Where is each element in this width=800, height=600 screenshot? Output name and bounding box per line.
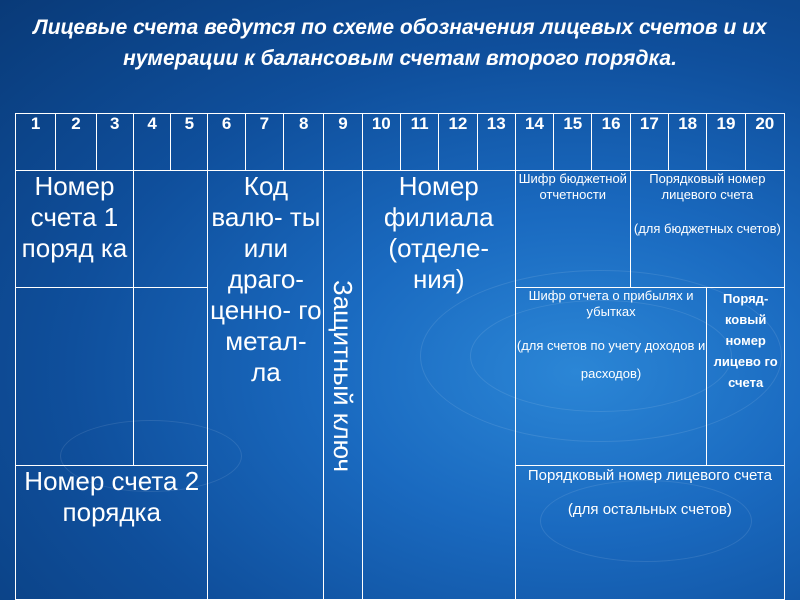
slide-title: Лицевые счета ведутся по схеме обозначения лицевых счетов и их нумерации к балансовым счетам второго порядка. (33, 16, 767, 70)
pnl-report-code-label: Шифр отчета о прибылях и убытках (528, 288, 694, 319)
protective-key-label: Защитный ключ (328, 279, 358, 473)
column-number: 6 (208, 114, 245, 171)
pnl-report-code-cell (515, 288, 706, 466)
account-1st-order-cell: Номер счета 1 поряд ка (16, 171, 134, 288)
column-number: 19 (707, 114, 745, 171)
column-number: 11 (400, 114, 438, 171)
column-number: 3 (96, 114, 133, 171)
column-number: 15 (554, 114, 592, 171)
account-2nd-order-cell: Номер счета 2 порядка (16, 466, 208, 600)
column-number: 16 (592, 114, 630, 171)
column-number: 18 (669, 114, 707, 171)
budget-report-code-cell: Шифр бюджетной отчетности (515, 171, 630, 288)
empty-cell (133, 288, 208, 466)
other-account-seq-cell (515, 466, 784, 600)
currency-code-cell: Код валю- ты или драго- ценно- го метал- ла (208, 171, 324, 600)
other-account-seq-note: (для остальных счетов) (567, 501, 732, 518)
column-number: 20 (745, 114, 784, 171)
pnl-report-code-note: (для счетов по учету доходов и расходов) (516, 338, 706, 381)
other-account-seq-label: Порядковый номер лицевого счета (527, 467, 772, 484)
column-number: 7 (245, 114, 283, 171)
column-number: 14 (515, 114, 553, 171)
seq-personal-account-cell: Поряд- ковый номер лицево го счета (707, 288, 785, 466)
column-number: 10 (362, 114, 400, 171)
column-number: 8 (284, 114, 324, 171)
column-number: 4 (133, 114, 170, 171)
column-number: 17 (630, 114, 668, 171)
column-number-row (16, 114, 785, 171)
budget-account-seq-cell (630, 171, 784, 288)
budget-account-seq-note: (для бюджетных счетов) (633, 221, 781, 236)
scheme-row-1 (16, 171, 785, 288)
column-number: 5 (171, 114, 208, 171)
account-scheme-table (15, 113, 785, 600)
protective-key-cell (324, 171, 362, 600)
column-number: 13 (477, 114, 515, 171)
empty-cell (16, 288, 134, 466)
empty-cell (133, 171, 208, 288)
column-number: 1 (16, 114, 56, 171)
branch-number-cell: Номер филиала (отделе- ния) (362, 171, 515, 600)
budget-account-seq-label: Порядковый номер лицевого счета (649, 171, 766, 202)
column-number: 2 (56, 114, 96, 171)
column-number: 12 (439, 114, 477, 171)
column-number: 9 (324, 114, 362, 171)
